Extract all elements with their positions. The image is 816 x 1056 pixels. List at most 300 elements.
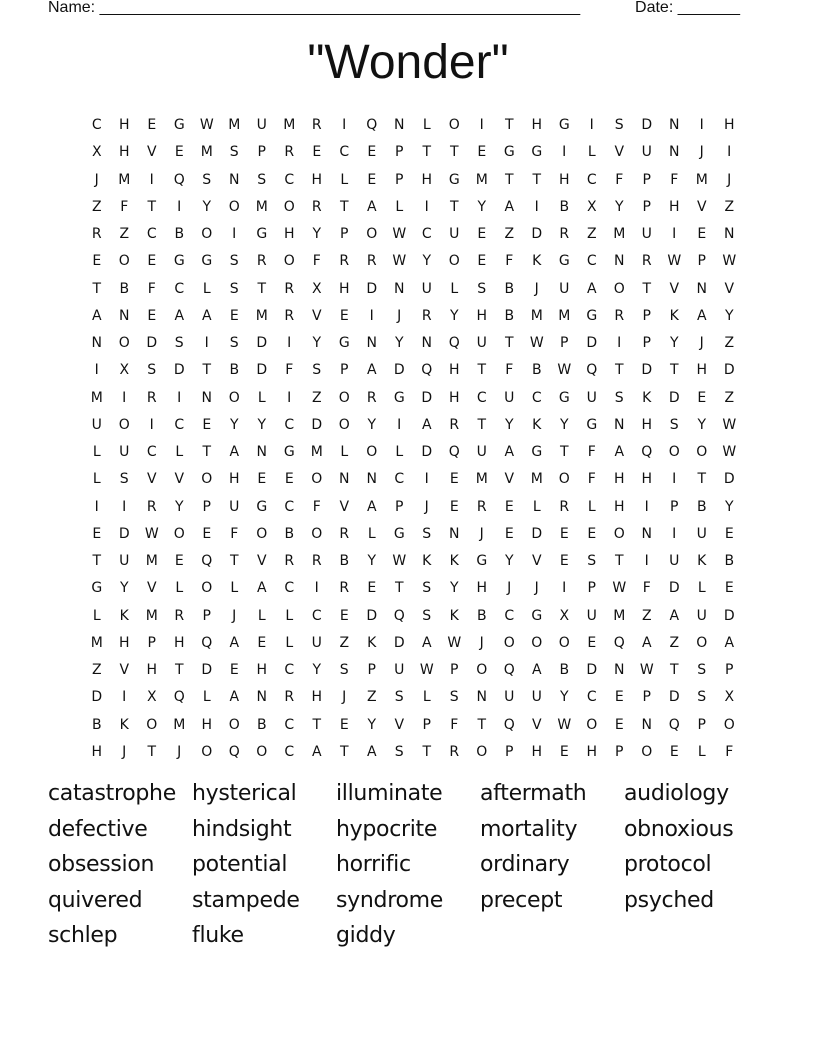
grid-letter: I	[672, 226, 677, 243]
grid-letter: P	[642, 171, 651, 188]
grid-letter: N	[669, 144, 680, 161]
word-list-item: aftermath	[480, 781, 587, 806]
grid-letter: Q	[586, 362, 598, 379]
grid-letter: L	[697, 743, 706, 760]
grid-letter: H	[118, 634, 130, 651]
grid-letter: Y	[477, 198, 487, 215]
grid-letter: E	[504, 498, 514, 515]
grid-letter: F	[312, 498, 321, 515]
grid-letter: R	[284, 144, 295, 161]
word-list-item: precept	[480, 887, 563, 913]
grid-letter: U	[504, 689, 515, 706]
grid-letter: Z	[311, 389, 322, 406]
grid-letter: I	[287, 389, 292, 406]
grid-letter: X	[91, 144, 102, 161]
grid-row	[83, 330, 743, 357]
grid-letter: Q	[228, 743, 240, 760]
grid-letter: G	[338, 335, 350, 352]
grid-letter: Z	[366, 689, 377, 706]
grid-letter: L	[587, 144, 596, 161]
grid-letter: I	[122, 498, 127, 515]
grid-letter: Q	[421, 362, 433, 379]
word-list-item: audiology	[624, 781, 729, 806]
grid-letter: G	[173, 253, 185, 270]
grid-row	[83, 712, 743, 739]
grid-letter: N	[229, 171, 240, 188]
grid-letter: U	[476, 335, 487, 352]
grid-letter: M	[530, 471, 543, 488]
grid-letter: J	[699, 144, 704, 161]
grid-letter: X	[311, 280, 322, 297]
grid-letter: M	[118, 171, 131, 188]
grid-letter: Q	[503, 716, 515, 733]
grid-letter: Q	[668, 716, 680, 733]
grid-letter: L	[175, 444, 184, 461]
grid-letter: U	[119, 553, 130, 570]
grid-letter: L	[395, 198, 404, 215]
grid-letter: H	[558, 171, 570, 188]
grid-letter: I	[287, 335, 292, 352]
grid-letter: Y	[669, 335, 679, 352]
grid-letter: Z	[586, 226, 597, 243]
grid-letter: I	[424, 198, 429, 215]
grid-letter: M	[145, 553, 158, 570]
grid-row	[83, 575, 743, 602]
grid-letter: D	[311, 416, 323, 433]
grid-letter: E	[202, 416, 212, 433]
grid-letter: R	[311, 198, 322, 215]
grid-letter: G	[558, 117, 570, 134]
word-list-item: psyched	[624, 887, 714, 913]
grid-letter: K	[449, 553, 459, 570]
grid-row	[83, 548, 743, 575]
grid-letter: O	[696, 634, 708, 651]
grid-letter: S	[614, 389, 624, 406]
grid-letter: M	[558, 307, 571, 324]
grid-letter: L	[175, 580, 184, 597]
date-field-label: Date: _______	[635, 0, 740, 16]
grid-letter: N	[256, 444, 267, 461]
grid-letter: O	[366, 444, 378, 461]
grid-letter: U	[91, 416, 102, 433]
grid-letter: V	[531, 716, 542, 733]
grid-letter: T	[422, 743, 432, 760]
grid-letter: V	[119, 662, 130, 679]
grid-letter: Y	[367, 716, 377, 733]
grid-letter: F	[120, 198, 129, 215]
grid-letter: D	[723, 471, 735, 488]
grid-letter: H	[173, 634, 185, 651]
grid-letter: H	[201, 716, 213, 733]
grid-letter: Z	[669, 634, 680, 651]
grid-letter: O	[311, 471, 323, 488]
grid-letter: C	[146, 444, 157, 461]
grid-letter: A	[366, 198, 377, 215]
grid-letter: I	[149, 416, 154, 433]
grid-letter: I	[149, 171, 154, 188]
grid-letter: R	[91, 226, 102, 243]
grid-letter: A	[201, 307, 212, 324]
grid-letter: Z	[91, 662, 102, 679]
grid-letter: C	[504, 607, 515, 624]
grid-row	[83, 630, 743, 657]
grid-letter: R	[146, 498, 157, 515]
grid-letter: T	[669, 662, 679, 679]
grid-letter: T	[202, 444, 212, 461]
grid-letter: M	[475, 471, 488, 488]
grid-letter: T	[614, 553, 624, 570]
grid-letter: K	[119, 607, 129, 624]
grid-letter: H	[311, 689, 323, 706]
grid-letter: P	[642, 689, 651, 706]
grid-letter: U	[256, 117, 267, 134]
grid-letter: A	[366, 743, 377, 760]
grid-letter: Y	[504, 553, 514, 570]
grid-letter: A	[366, 498, 377, 515]
grid-letter: Y	[449, 580, 459, 597]
grid-letter: Q	[173, 689, 185, 706]
grid-letter: G	[173, 117, 185, 134]
grid-letter: G	[393, 525, 405, 542]
grid-letter: B	[174, 226, 185, 243]
grid-letter: E	[669, 743, 679, 760]
grid-letter: B	[531, 362, 542, 379]
grid-letter: I	[699, 117, 704, 134]
grid-letter: T	[614, 362, 624, 379]
grid-letter: H	[531, 743, 543, 760]
grid-letter: A	[256, 580, 267, 597]
grid-letter: J	[177, 743, 182, 760]
grid-letter: E	[449, 471, 459, 488]
grid-letter: I	[122, 389, 127, 406]
grid-letter: A	[229, 689, 240, 706]
grid-letter: K	[367, 634, 377, 651]
grid-letter: Z	[724, 335, 735, 352]
grid-letter: I	[232, 226, 237, 243]
grid-letter: A	[641, 634, 652, 651]
grid-letter: H	[146, 662, 158, 679]
grid-letter: B	[339, 553, 350, 570]
grid-letter: I	[177, 198, 182, 215]
grid-letter: W	[639, 662, 654, 679]
grid-letter: O	[476, 743, 488, 760]
grid-letter: J	[727, 171, 732, 188]
grid-letter: E	[339, 716, 349, 733]
grid-letter: V	[146, 144, 157, 161]
grid-letter: O	[201, 226, 213, 243]
grid-letter: G	[558, 389, 570, 406]
grid-letter: R	[284, 553, 295, 570]
grid-letter: U	[696, 525, 707, 542]
grid-letter: Y	[174, 498, 184, 515]
grid-letter: E	[559, 743, 569, 760]
grid-letter: O	[283, 253, 295, 270]
grid-letter: P	[560, 335, 569, 352]
grid-letter: V	[504, 471, 515, 488]
grid-letter: U	[449, 226, 460, 243]
grid-row	[83, 248, 743, 275]
grid-letter: C	[284, 716, 295, 733]
grid-letter: M	[90, 389, 103, 406]
grid-row	[83, 521, 743, 548]
grid-letter: X	[586, 198, 597, 215]
grid-letter: F	[670, 171, 679, 188]
grid-letter: U	[476, 444, 487, 461]
grid-letter: R	[366, 253, 377, 270]
grid-letter: A	[614, 444, 625, 461]
grid-letter: D	[641, 362, 653, 379]
grid-letter: S	[422, 580, 432, 597]
grid-letter: W	[199, 117, 214, 134]
grid-letter: T	[669, 362, 679, 379]
grid-letter: V	[614, 144, 625, 161]
grid-letter: E	[477, 253, 487, 270]
grid-letter: D	[118, 525, 130, 542]
grid-letter: W	[392, 226, 407, 243]
word-list-item: defective	[48, 816, 148, 842]
grid-letter: F	[615, 171, 624, 188]
grid-letter: L	[257, 607, 266, 624]
grid-letter: C	[284, 743, 295, 760]
grid-letter: T	[642, 280, 652, 297]
grid-letter: B	[476, 607, 487, 624]
grid-letter: U	[394, 662, 405, 679]
grid-letter: W	[557, 716, 572, 733]
grid-letter: T	[422, 144, 432, 161]
word-list-item: mortality	[480, 816, 578, 842]
grid-letter: C	[284, 498, 295, 515]
grid-letter: A	[366, 362, 377, 379]
grid-letter: R	[311, 117, 322, 134]
grid-letter: B	[284, 525, 295, 542]
grid-letter: J	[699, 335, 704, 352]
grid-letter: T	[477, 416, 487, 433]
grid-letter: P	[697, 253, 706, 270]
grid-letter: T	[92, 553, 102, 570]
grid-letter: A	[669, 607, 680, 624]
grid-letter: R	[559, 498, 570, 515]
grid-letter: Z	[724, 389, 735, 406]
grid-letter: L	[202, 280, 211, 297]
grid-letter: P	[422, 716, 431, 733]
grid-letter: U	[696, 607, 707, 624]
grid-letter: P	[615, 743, 624, 760]
grid-letter: N	[366, 335, 377, 352]
grid-letter: W	[447, 634, 462, 651]
grid-letter: Y	[257, 416, 267, 433]
grid-letter: B	[256, 716, 267, 733]
grid-letter: N	[614, 253, 625, 270]
grid-letter: L	[257, 389, 266, 406]
word-list-item: schlep	[48, 923, 118, 948]
grid-letter: R	[284, 280, 295, 297]
grid-letter: U	[586, 607, 597, 624]
grid-letter: L	[92, 607, 101, 624]
grid-letter: L	[395, 444, 404, 461]
word-list-item: potential	[192, 852, 288, 877]
grid-letter: T	[559, 444, 569, 461]
grid-letter: Z	[641, 607, 652, 624]
grid-letter: A	[586, 280, 597, 297]
grid-letter: I	[314, 580, 319, 597]
grid-letter: W	[144, 525, 159, 542]
grid-letter: M	[255, 198, 268, 215]
grid-letter: U	[531, 689, 542, 706]
grid-letter: P	[340, 362, 349, 379]
grid-letter: G	[586, 307, 598, 324]
grid-letter: D	[668, 689, 680, 706]
grid-letter: U	[229, 498, 240, 515]
grid-letter: U	[641, 144, 652, 161]
grid-letter: P	[505, 743, 514, 760]
grid-row	[83, 357, 743, 384]
grid-letter: A	[91, 307, 102, 324]
grid-letter: Q	[366, 117, 378, 134]
grid-letter: C	[586, 689, 597, 706]
grid-letter: N	[449, 525, 460, 542]
grid-row	[83, 139, 743, 166]
grid-letter: J	[232, 607, 237, 624]
grid-letter: A	[311, 743, 322, 760]
grid-letter: H	[476, 307, 488, 324]
grid-letter: M	[475, 171, 488, 188]
grid-letter: O	[448, 253, 460, 270]
grid-letter: Z	[504, 226, 515, 243]
grid-letter: G	[448, 171, 460, 188]
grid-letter: T	[504, 335, 514, 352]
grid-letter: O	[668, 444, 680, 461]
grid-letter: E	[367, 171, 377, 188]
grid-row	[83, 194, 743, 221]
grid-row	[83, 439, 743, 466]
grid-letter: L	[697, 580, 706, 597]
grid-letter: F	[587, 444, 596, 461]
grid-letter: C	[311, 607, 322, 624]
grid-letter: M	[695, 171, 708, 188]
grid-letter: Y	[724, 307, 734, 324]
grid-letter: T	[174, 662, 184, 679]
grid-letter: V	[339, 498, 350, 515]
grid-letter: O	[586, 716, 598, 733]
grid-letter: V	[146, 580, 157, 597]
word-list-item: ordinary	[480, 852, 570, 877]
grid-letter: N	[394, 280, 405, 297]
grid-row	[83, 221, 743, 248]
grid-letter: W	[419, 662, 434, 679]
grid-letter: G	[393, 389, 405, 406]
word-list-item: catastrophe	[48, 781, 176, 806]
grid-letter: G	[531, 607, 543, 624]
grid-letter: O	[696, 444, 708, 461]
grid-letter: D	[586, 335, 598, 352]
grid-letter: H	[311, 171, 323, 188]
grid-letter: O	[256, 743, 268, 760]
grid-letter: R	[641, 253, 652, 270]
grid-letter: N	[339, 471, 350, 488]
grid-letter: I	[94, 362, 99, 379]
word-list-item: hypocrite	[336, 816, 438, 842]
grid-letter: D	[723, 362, 735, 379]
grid-letter: T	[147, 198, 157, 215]
grid-letter: J	[342, 689, 347, 706]
grid-letter: W	[722, 416, 737, 433]
grid-letter: Q	[503, 662, 515, 679]
grid-letter: S	[614, 117, 624, 134]
grid-letter: M	[530, 307, 543, 324]
grid-letter: S	[174, 335, 184, 352]
grid-letter: G	[531, 444, 543, 461]
grid-letter: N	[119, 307, 130, 324]
grid-letter: D	[393, 634, 405, 651]
grid-letter: H	[476, 580, 488, 597]
grid-letter: P	[642, 198, 651, 215]
grid-letter: P	[587, 580, 596, 597]
grid-letter: J	[424, 498, 429, 515]
grid-letter: E	[504, 525, 514, 542]
grid-row	[83, 466, 743, 493]
grid-letter: J	[479, 525, 484, 542]
grid-letter: J	[479, 634, 484, 651]
grid-letter: A	[229, 444, 240, 461]
grid-letter: H	[696, 362, 708, 379]
grid-letter: E	[477, 144, 487, 161]
word-list-item: syndrome	[336, 887, 443, 913]
grid-letter: R	[339, 580, 350, 597]
grid-letter: T	[449, 144, 459, 161]
grid-letter: T	[202, 362, 212, 379]
grid-letter: L	[285, 634, 294, 651]
grid-letter: P	[395, 171, 404, 188]
grid-row	[83, 684, 743, 711]
grid-row	[83, 167, 743, 194]
grid-letter: E	[174, 144, 184, 161]
grid-letter: B	[91, 716, 102, 733]
grid-letter: P	[395, 498, 404, 515]
grid-letter: C	[339, 144, 350, 161]
grid-letter: M	[200, 144, 213, 161]
word-list-item: hysterical	[192, 781, 297, 806]
grid-letter: I	[177, 389, 182, 406]
grid-letter: K	[532, 253, 542, 270]
grid-letter: N	[476, 689, 487, 706]
grid-letter: M	[90, 634, 103, 651]
grid-letter: O	[118, 335, 130, 352]
grid-letter: D	[586, 662, 598, 679]
grid-letter: Y	[559, 416, 569, 433]
grid-letter: M	[283, 117, 296, 134]
grid-letter: C	[586, 171, 597, 188]
word-list-item: stampede	[192, 887, 300, 913]
grid-letter: L	[367, 525, 376, 542]
grid-letter: I	[672, 525, 677, 542]
grid-letter: Y	[394, 335, 404, 352]
grid-letter: L	[92, 471, 101, 488]
grid-letter: B	[119, 280, 130, 297]
grid-letter: I	[342, 117, 347, 134]
grid-letter: W	[392, 253, 407, 270]
grid-letter: E	[92, 525, 102, 542]
grid-letter: G	[531, 144, 543, 161]
grid-letter: R	[146, 389, 157, 406]
grid-letter: W	[612, 580, 627, 597]
grid-letter: H	[613, 471, 625, 488]
grid-letter: J	[507, 580, 512, 597]
grid-letter: S	[669, 416, 679, 433]
grid-letter: H	[531, 117, 543, 134]
grid-letter: L	[450, 280, 459, 297]
grid-row	[83, 603, 743, 630]
grid-letter: R	[284, 307, 295, 324]
